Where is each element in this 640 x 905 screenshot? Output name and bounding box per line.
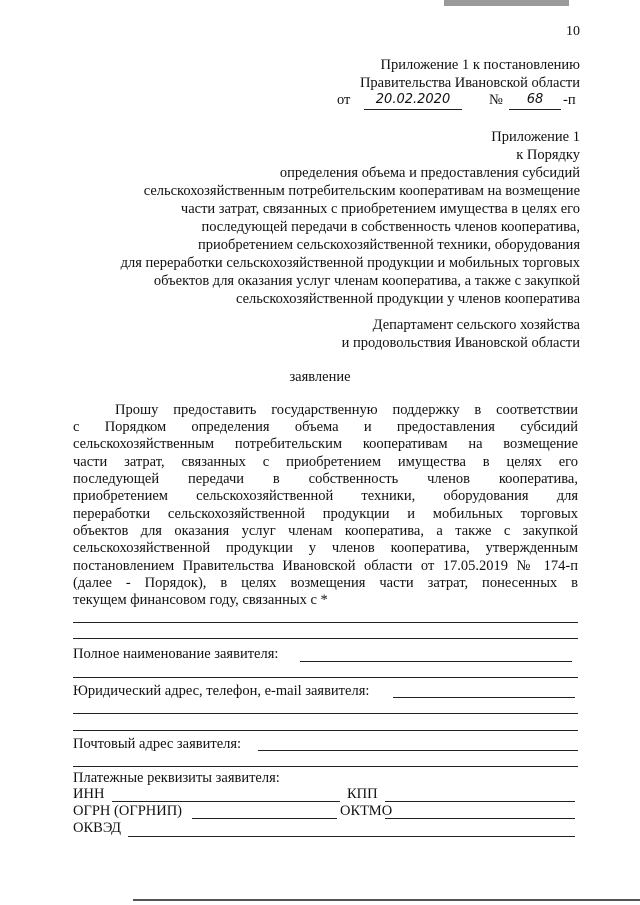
page-number: 10 (566, 24, 580, 39)
order-annex-line: приобретением сельскохозяйственной техники, оборудования (198, 237, 580, 253)
oktmo-field[interactable] (385, 818, 575, 819)
fill-line (73, 622, 578, 623)
ogrn-label: ОГРН (ОГРНИП) (73, 803, 183, 819)
order-annex-line: сельскохозяйственной продукции у членов кооператива (236, 291, 580, 307)
annex-date-row (337, 92, 582, 110)
number-prefix: № (489, 92, 503, 108)
postal-address-field[interactable] (258, 750, 578, 751)
oktmo-label: ОКТМО (340, 803, 393, 819)
postal-address-label: Почтовый адрес заявителя: (73, 736, 242, 752)
body-line: текущем финансовом году, связанных с * (73, 592, 328, 608)
body-line: постановлением Правительства Ивановской области от 17.05.2019 № 174-п (73, 558, 578, 574)
order-annex-line: объектов для оказания услуг членам кооператива, а также с закупкой (153, 273, 580, 289)
fill-line (73, 638, 578, 639)
order-annex-line: Приложение 1 (491, 129, 580, 145)
payment-details-label: Платежные реквизиты заявителя: (73, 770, 280, 786)
number-value: 68 (509, 92, 561, 110)
inn-label: ИНН (73, 786, 105, 802)
full-name-field[interactable] (300, 661, 572, 662)
annex-header-line1: Приложение 1 к постановлению (380, 57, 580, 73)
order-annex-line: части затрат, связанных с приобретением имущества в целях его (180, 201, 580, 217)
scan-edge-mark (444, 0, 569, 6)
annex-header-line2: Правительства Ивановской области (359, 75, 580, 91)
body-line: приобретением сельскохозяйственной техники, оборудования для (73, 488, 578, 504)
kpp-field[interactable] (385, 801, 575, 802)
kpp-label: КПП (347, 786, 378, 802)
annex-header (360, 56, 580, 92)
order-annex-line: сельскохозяйственным потребительским кооперативам на возмещение (143, 183, 580, 199)
date-value: 20.02.2020 (364, 92, 462, 110)
addressee-line: Департамент сельского хозяйства (372, 317, 580, 333)
document-title: заявление (289, 369, 351, 385)
body-line: части затрат, связанных с приобретением имущества в целях его (73, 454, 578, 470)
order-annex-line: для переработки сельскохозяйственной продукции и мобильных торговых (120, 255, 580, 271)
fill-line (73, 766, 578, 767)
order-annex-line: к Порядку (516, 147, 580, 163)
okved-field[interactable] (128, 836, 575, 837)
body-line: последующей передачи в собственность членов кооператива, (73, 471, 578, 487)
full-name-label: Полное наименование заявителя: (73, 646, 279, 662)
body-line: (далее - Порядок), в целях возмещения части затрат, понесенных в (73, 575, 578, 591)
body-line: сельскохозяйственной продукции у членов кооператива, утвержденным (73, 540, 578, 556)
legal-address-label: Юридический адрес, телефон, e-mail заявителя: (73, 683, 370, 699)
body-line: сельскохозяйственным потребительским кооперативам на возмещение (73, 436, 578, 452)
body-line: объектов для оказания услуг членам кооператива, а также с закупкой (73, 523, 578, 539)
addressee (342, 316, 580, 352)
okved-label: ОКВЭД (73, 820, 122, 836)
date-prefix: от (337, 92, 351, 108)
fill-line (73, 730, 578, 731)
ogrn-field[interactable] (192, 818, 337, 819)
body-line: Прошу предоставить государственную поддержку в соответствии (115, 402, 578, 418)
order-annex-line: определения объема и предоставления субсидий (279, 165, 580, 181)
inn-field[interactable] (112, 801, 340, 802)
order-annex-line: последующей передачи в собственность членов кооператива, (201, 219, 580, 235)
fill-line (73, 713, 578, 714)
body-line: переработки сельскохозяйственной продукции и мобильных торговых (73, 506, 578, 522)
number-suffix: -п (563, 92, 576, 108)
scan-bottom-edge (133, 899, 640, 901)
addressee-line: и продовольствия Ивановской области (341, 335, 580, 351)
legal-address-field[interactable] (393, 697, 575, 698)
order-annex (121, 128, 580, 308)
fill-line (73, 677, 578, 678)
body-line: с Порядком определения объема и предоставления субсидий (73, 419, 578, 435)
